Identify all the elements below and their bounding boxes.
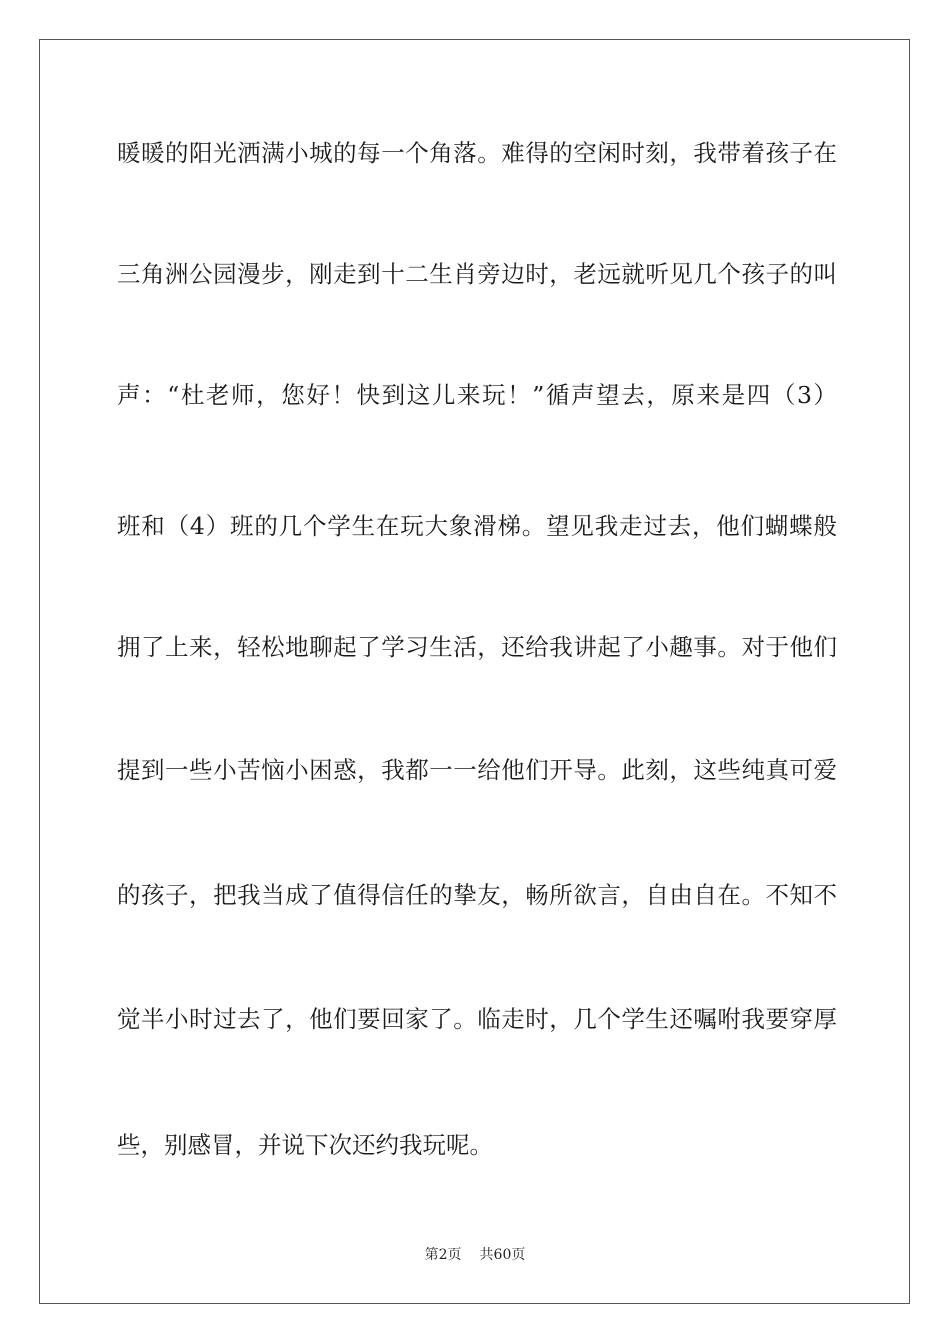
body-text-line: 三角洲公园漫步，刚走到十二生肖旁边时，老远就听见几个孩子的叫 xyxy=(117,260,837,288)
body-text-line: 的孩子，把我当成了值得信任的挚友，畅所欲言，自由自在。不知不 xyxy=(117,881,837,909)
body-text-line: 声：“杜老师，您好！快到这儿来玩！”循声望去，原来是四（3） xyxy=(117,381,837,409)
page-number-total: 共60页 xyxy=(479,1247,526,1263)
body-text-line: 拥了上来，轻松地聊起了学习生活，还给我讲起了小趣事。对于他们 xyxy=(117,633,837,661)
body-text-line: 觉半小时过去了，他们要回家了。临走时，几个学生还嘱咐我要穿厚 xyxy=(117,1005,837,1033)
page-number-current: 第2页 xyxy=(424,1247,462,1263)
body-text-line: 暖暖的阳光洒满小城的每一个角落。难得的空闲时刻，我带着孩子在 xyxy=(117,139,837,167)
body-text-line: 些，别感冒，并说下次还约我玩呢。 xyxy=(117,1131,493,1159)
page-border xyxy=(39,39,910,1304)
body-text-line: 提到一些小苦恼小困惑，我都一一给他们开导。此刻，这些纯真可爱 xyxy=(117,756,837,784)
body-text-line: 班和（4）班的几个学生在玩大象滑梯。望见我走过去，他们蝴蝶般 xyxy=(117,512,837,540)
page-footer xyxy=(0,1246,950,1264)
